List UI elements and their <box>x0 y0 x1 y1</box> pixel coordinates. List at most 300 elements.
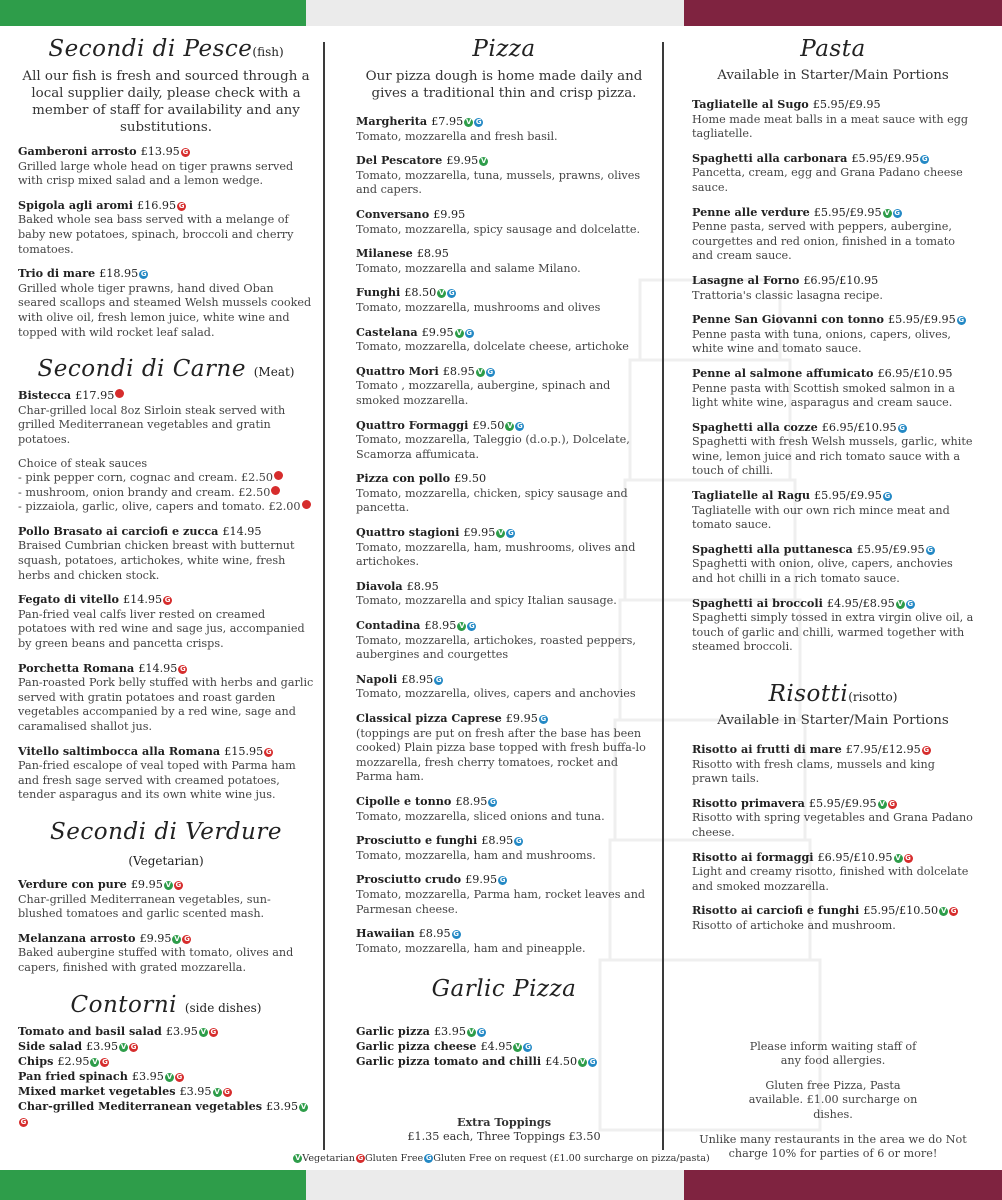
menu-item <box>356 1024 652 1039</box>
gluten-free-request-icon: G <box>540 715 547 723</box>
menu-item-description: Pancetta, cream, egg and Grana Padano cheese sauce. <box>692 166 963 194</box>
menu-item-price: £9.95 <box>465 873 498 887</box>
menu-item-name: Lasagne al Forno <box>692 272 800 287</box>
menu-item-price: £5.95/£9.95 <box>887 313 956 327</box>
menu-item-description: Tomato, mozzarella, artichokes, roasted peppers, aubergines and courgettes <box>356 633 636 662</box>
menu-item-description: Tomato, mozzarella, spicy sausage and dolcelatte. <box>356 222 641 236</box>
menu-item-name: Conversano <box>356 206 430 221</box>
menu-item-description: Spaghetti with onion, olive, capers, anchovies and hot chilli in a rich tomato sauce. <box>692 557 953 586</box>
menu-item-name: Diavola <box>356 578 403 593</box>
menu-item-price: £4.95/£8.95 <box>826 596 895 610</box>
menu-item-description: Tomato, mozzarella, dolcelate cheese, artichoke <box>356 340 629 354</box>
pesce-list <box>18 144 314 340</box>
flag-green <box>0 1170 306 1200</box>
menu-item-description: Tomato, mozzarella, olives, capers and anchovies <box>356 687 636 701</box>
vegetarian-icon: V <box>300 1102 307 1111</box>
vegetarian-icon: V <box>174 934 180 943</box>
menu-item-price: £6.95/£10.95 <box>817 850 893 864</box>
gluten-note: Gluten free Pizza, Pasta available. £1.00 surcharge on dishes. <box>748 1078 918 1121</box>
menu-item <box>356 926 652 956</box>
gluten-free-icon: G <box>130 1042 137 1051</box>
garlic-list <box>356 1024 652 1069</box>
menu-item-description: Baked aubergine stuffed with tomato, olives and capers, finished with grated mozzarella. <box>18 946 294 974</box>
menu-item-name: Del Pescatore <box>356 153 443 168</box>
menu-item-description: Tomato, mozzarella, ham and mushrooms. <box>356 848 596 862</box>
menu-item-name: Castelana <box>356 324 418 339</box>
menu-item-description: Tomato, mozzarella, ham and pineapple. <box>356 941 586 955</box>
menu-item-name: Melanzana arrosto <box>18 930 136 945</box>
gluten-free-request-icon: G <box>515 837 522 846</box>
vegetarian-icon: V <box>477 367 483 376</box>
section-title-risotti: Risotti(risotto) <box>768 681 898 707</box>
gluten-free-request-icon: G <box>487 367 494 376</box>
gluten-free-icon: G <box>357 1154 364 1162</box>
risotti-list <box>692 742 974 934</box>
vegetarian-icon: V <box>515 1043 521 1052</box>
gluten-free-icon: G <box>210 1027 217 1036</box>
menu-item-name: Spaghetti alla puttanesca <box>692 541 853 556</box>
menu-item-price: £2.95 <box>57 1054 90 1068</box>
menu-item-price: £5.95/£9.95 <box>851 151 920 165</box>
menu-item-name: Spaghetti alla cozze <box>692 419 818 434</box>
menu-item-price: £8.95 <box>442 364 475 378</box>
service-charge-note: Unlike many restaurants in the area we do Not charge 10% for parties of 6 or more! <box>699 1132 967 1161</box>
gluten-free-request-icon: G <box>140 270 147 279</box>
pesce-intro: All our fish is fresh and sourced through a local supplier daily, please check with a member of staff for availability and any substitutions. <box>22 69 310 135</box>
menu-item <box>692 488 974 533</box>
menu-item <box>692 312 974 357</box>
menu-item-name: Hawaiian <box>356 926 415 941</box>
menu-item-description: Tagliatelle with our own rich mince meat and tomato sauce. <box>692 503 950 532</box>
menu-item <box>356 1054 652 1069</box>
menu-item <box>18 661 314 735</box>
menu-item-name: Quattro Formaggi <box>356 417 469 432</box>
gluten-free-request-icon: G <box>475 118 482 126</box>
menu-item-name: Napoli <box>356 671 398 686</box>
menu-item-name: Spaghetti alla carbonara <box>692 150 848 165</box>
menu-item-name: Tagliatelle al Ragu <box>692 488 811 503</box>
menu-item-price: £8.95 <box>481 834 514 848</box>
gluten-free-icon: G <box>224 1087 230 1096</box>
menu-item <box>356 153 652 198</box>
section-title-pizza: Pizza <box>472 36 536 62</box>
flag-green <box>0 0 306 26</box>
column-divider-left <box>323 42 325 1150</box>
gluten-free-request-icon: G <box>499 876 506 885</box>
menu-item-description: Baked whole sea bass served with a melange of baby new potatoes, spinach, broccoli and cherry tomatoes. <box>18 213 294 256</box>
menu-item <box>692 903 974 933</box>
menu-item-description: Tomato, mozzarella, ham, mushrooms, olives and artichokes. <box>356 540 636 569</box>
vegetarian-icon: V <box>459 622 465 631</box>
menu-item-price: £5.95/£9.95 <box>856 542 925 556</box>
menu-item <box>692 542 974 587</box>
menu-item-price: £9.95 <box>130 877 163 891</box>
info-notes <box>692 1040 974 1123</box>
menu-item-price: £5.95/£9.95 <box>814 489 882 503</box>
vegetarian-icon: V <box>200 1027 207 1036</box>
gluten-free-request-icon: G <box>478 1028 485 1037</box>
menu-item-price: £4.95 <box>480 1040 513 1054</box>
menu-item <box>18 1024 314 1039</box>
menu-item <box>18 198 314 257</box>
gluten-free-icon: G <box>175 880 182 889</box>
menu-item-name: Tagliatelle al Sugo <box>692 97 809 111</box>
menu-item-name: Milanese <box>356 246 413 261</box>
menu-item-description: Home made meat balls in a meat sauce with egg tagliatelle. <box>692 112 969 141</box>
menu-item-description: Trattoria's classic lasagna recipe. <box>692 288 883 302</box>
gluten-free-icon: G <box>164 596 171 605</box>
vegetarian-icon: V <box>214 1087 220 1096</box>
menu-item-name: Trio di mare <box>18 266 96 281</box>
risotti-availability: Available in Starter/Main Portions <box>717 713 949 728</box>
menu-item <box>356 471 652 516</box>
menu-item <box>356 872 652 917</box>
carne-list <box>18 524 314 803</box>
allergy-note: Please inform waiting staff of any food allergies. <box>749 1039 917 1068</box>
menu-item-name: Penne al salmone affumicato <box>692 365 874 380</box>
verdure-list <box>18 877 314 976</box>
menu-item-price: £14.95 <box>123 593 163 607</box>
menu-item-price: £14.95 <box>222 524 262 538</box>
gluten-free-request-icon: G <box>517 421 523 430</box>
steak-sauces: Choice of steak sauces - pink pepper corn, cognac and cream. £2.50 - mushroom, onion brandy and cream. £2.50 - pizzaiola, garlic, olive, capers and tomato. £2.00 <box>18 457 314 515</box>
gluten-free-request-icon: G <box>489 797 496 806</box>
menu-item-description: Risotto with fresh clams, mussels and king prawn tails. <box>692 757 935 786</box>
column-secondi <box>18 30 314 1129</box>
menu-item-description: Char-grilled Mediterranean vegetables, sun-blushed tomatoes and garlic scented mash. <box>18 892 271 921</box>
extra-toppings: Extra Toppings £1.35 each, Three Toppings £3.50 <box>407 1115 601 1143</box>
menu-item-price: £9.95 <box>463 526 496 540</box>
menu-item <box>18 266 314 340</box>
menu-item-price: £3.95 <box>131 1069 164 1083</box>
menu-item-price: £3.95 <box>165 1024 198 1038</box>
gluten-free-request-icon: G <box>884 492 891 501</box>
column-pizza <box>356 30 652 1145</box>
menu-item-price: £14.95 <box>138 661 178 675</box>
menu-item-name: Fegato di vitello <box>18 592 120 607</box>
section-title-carne: Secondi di Carne (Meat) <box>37 356 295 383</box>
menu-item-description: Tomato, mozzarella and salame Milano. <box>356 261 581 275</box>
menu-item-description: Tomato, mozzarella and fresh basil. <box>356 129 558 143</box>
pasta-availability: Available in Starter/Main Portions <box>717 68 949 83</box>
flag-band-top <box>0 0 1002 26</box>
menu-item-price: £7.95 <box>431 115 464 128</box>
gluten-free-icon: G <box>20 1117 27 1126</box>
menu-item-price: £5.95/£10.50 <box>863 904 939 918</box>
menu-item-description: Spaghetti simply tossed in extra virgin olive oil, a touch of garlic and chilli, warmed together with steamed broccoli. <box>692 611 974 654</box>
menu-item-name: Chips <box>18 1053 54 1068</box>
section-title-contorni: Contorni (side dishes) <box>70 991 262 1018</box>
menu-item-name: Pan fried spinach <box>18 1068 128 1083</box>
menu-item-description: Tomato, mozzarella, Taleggio (d.o.p.), Dolcelate, Scamorza affumicata. <box>356 433 630 461</box>
menu-item-description: Pan-fried veal calfs liver rested on creamed potatoes with red wine and sage jus, accompanied by green beans and pancetta crisps. <box>18 607 305 651</box>
menu-item-name: Gamberoni arrosto <box>18 144 137 158</box>
menu-item-name: Pizza con pollo <box>356 471 451 486</box>
menu-item-price: £6.95/£10.95 <box>877 366 953 380</box>
menu-item <box>18 1099 314 1129</box>
menu-item-description: Penne pasta with Scottish smoked salmon in a light white wine, asparagus and cream sauce. <box>692 381 955 410</box>
menu-item-description: Tomato, mozzarella and spicy Italian sausage. <box>356 594 617 608</box>
menu-item-name: Pollo Brasato ai carciofi e zucca <box>18 523 219 538</box>
menu-item <box>692 850 974 895</box>
menu-item <box>692 273 974 303</box>
menu-item-description: Tomato, mozzarella, sliced onions and tuna. <box>356 809 605 823</box>
contorni-list <box>18 1024 314 1129</box>
gluten-free-request-icon: G <box>907 599 914 608</box>
menu-item-name: Quattro stagioni <box>356 525 460 540</box>
vegetarian-icon: V <box>120 1042 127 1051</box>
gluten-free-icon: G <box>180 664 186 673</box>
menu-item <box>356 285 652 315</box>
menu-item <box>692 366 974 411</box>
menu-item-description: Braised Cumbrian chicken breast with butternut squash, potatoes, artichokes, white wine, fresh herbs and chicken stock. <box>18 539 295 582</box>
menu-item <box>356 1039 652 1054</box>
dietary-legend: V Vegetarian G Gluten Free G Gluten Free on request (£1.00 surcharge on pizza/pasta) <box>295 1153 710 1164</box>
menu-item-name: Vitello saltimbocca alla Romana <box>18 743 221 758</box>
vegetarian-icon: V <box>439 289 445 298</box>
menu-item-price: £9.95 <box>421 325 454 339</box>
menu-item <box>692 420 974 479</box>
menu-item <box>356 794 652 824</box>
menu-item <box>356 579 652 609</box>
gluten-free-icon: G <box>889 799 896 808</box>
gluten-free-request-icon: G <box>921 154 928 163</box>
vegetarian-icon: V <box>295 1154 301 1162</box>
menu-item-name: Porchetta Romana <box>18 660 135 675</box>
menu-item <box>692 97 974 142</box>
menu-item-description: Light and creamy risotto, finished with dolcelate and smoked mozzarella. <box>692 865 969 893</box>
menu-item-description: Penne pasta with tuna, onions, capers, olives, white wine and tomato sauce. <box>692 327 951 356</box>
menu-item-description: Tomato, mozzarella, mushrooms and olives <box>356 300 601 314</box>
vegetarian-icon: V <box>579 1058 586 1067</box>
menu-item <box>18 744 314 803</box>
menu-item <box>356 114 652 144</box>
menu-item-price: £16.95 <box>137 198 177 212</box>
menu-item <box>18 144 314 189</box>
menu-item-name: Side salad <box>18 1038 83 1053</box>
menu-item-price: £3.95 <box>86 1039 119 1053</box>
menu-item-name: Char-grilled Mediterranean vegetables <box>18 1098 263 1113</box>
gluten-free-request-icon: G <box>425 1154 432 1162</box>
menu-item-description: Spaghetti with fresh Welsh mussels, garlic, white wine, lemon juice and rich tomato sauce with a touch of chilli. <box>692 435 973 478</box>
menu-item-name: Tomato and basil salad <box>18 1023 162 1038</box>
flag-white <box>306 0 684 26</box>
menu-item <box>356 418 652 463</box>
menu-item-name: Prosciutto e funghi <box>356 833 478 848</box>
menu-item-description: Pan-fried escalope of veal toped with Parma ham and fresh sage served with creamed potatoes, tender asparagus and its own white wine jus. <box>18 759 296 802</box>
menu-item-price: £13.95 <box>140 145 180 158</box>
gluten-free-icon: G <box>102 1057 108 1066</box>
vegetarian-icon: V <box>481 157 487 166</box>
menu-item <box>356 711 652 785</box>
menu-item-price: £8.95 <box>424 619 457 633</box>
menu-item-name: Penne San Giovanni con tonno <box>692 312 884 327</box>
pizza-list <box>356 114 652 956</box>
section-title-verdure: Secondi di Verdure (Vegetarian) <box>50 818 282 868</box>
menu-item-description: Risotto with spring vegetables and Grana Padano cheese. <box>692 811 973 839</box>
menu-item-price: £5.95/£9.95 <box>813 205 882 219</box>
gluten-free-request-icon: G <box>435 675 442 684</box>
vegetarian-icon: V <box>92 1057 98 1066</box>
menu-item <box>18 1069 314 1084</box>
menu-item <box>356 325 652 355</box>
menu-item-name: Garlic pizza <box>356 1024 430 1039</box>
menu-item <box>356 364 652 409</box>
vegetarian-icon: V <box>940 907 947 916</box>
gluten-free-request-icon: G <box>448 289 455 298</box>
menu-item-name: Funghi <box>356 285 401 300</box>
menu-item-price: £8.50 <box>404 286 437 300</box>
gluten-free-icon: G <box>265 747 272 756</box>
pasta-list <box>692 97 974 655</box>
menu-item-price: £9.95 <box>433 207 466 221</box>
menu-item <box>356 833 652 863</box>
menu-item-price: £5.95/£9.95 <box>812 98 881 111</box>
vegetarian-icon: V <box>884 208 890 217</box>
menu-item-price: £15.95 <box>224 744 264 758</box>
gluten-free-request-icon: G <box>927 545 933 554</box>
menu-item-price: £8.95 <box>401 672 434 686</box>
menu-item-name: Risotto primavera <box>692 795 805 810</box>
menu-item-name: Garlic pizza cheese <box>356 1039 477 1054</box>
menu-item-name: Margherita <box>356 114 428 128</box>
menu-item-price: £3.95 <box>433 1025 466 1039</box>
menu-item <box>18 931 314 976</box>
vegetarian-icon: V <box>498 529 504 538</box>
menu-item <box>692 205 974 264</box>
menu-item-price: £9.95 <box>505 712 538 725</box>
menu-item-description: Tomato, mozzarella, Parma ham, rocket leaves and Parmesan cheese. <box>356 887 646 916</box>
menu-item-price: £9.95 <box>446 154 479 168</box>
gluten-free-icon: G <box>182 148 189 156</box>
vegetarian-icon: V <box>507 421 513 430</box>
menu-item-description: Risotto of artichoke and mushroom. <box>692 918 896 932</box>
menu-item-description: Tomato, mozzarella, chicken, spicy sausage and pancetta. <box>356 486 628 515</box>
menu-item-price: £3.95 <box>179 1084 212 1098</box>
menu-item <box>692 151 974 196</box>
vegetarian-icon: V <box>165 880 172 889</box>
gluten-free-request-icon: G <box>508 529 514 538</box>
gluten-free-request-icon: G <box>469 622 475 631</box>
menu-item-description: Grilled whole tiger prawns, hand dived Oban seared scallops and steamed Welsh mussels cooked with olive oil, fresh lemon juice, white wine and topped with wild rocket leaf salad. <box>18 281 312 339</box>
menu-item <box>356 207 652 237</box>
flag-band-bottom <box>0 1170 1002 1200</box>
gluten-free-icon: G <box>176 1072 183 1081</box>
menu-item-description: Pan-roasted Pork belly stuffed with herbs and garlic served with gratin potatoes and roast garden vegetables accompanied by a red wine, sage and caramalised shallot jus. <box>18 676 314 733</box>
vegetarian-icon: V <box>465 118 472 126</box>
menu-item-name: Risotto ai formaggi <box>692 849 814 864</box>
gluten-free-icon: G <box>950 907 957 916</box>
section-title-pesce: Secondi di Pesce(fish) <box>48 36 284 62</box>
menu-item-description: Grilled large whole head on tiger prawns served with crisp mixed salad and a lemon wedge. <box>18 159 294 188</box>
menu-item-name: Risotto ai frutti di mare <box>692 742 842 756</box>
gluten-free-request-icon: G <box>899 423 906 432</box>
menu-item-name: Prosciutto crudo <box>356 872 462 887</box>
menu-item <box>692 596 974 655</box>
vegetarian-icon: V <box>897 599 903 608</box>
gluten-free-icon: G <box>184 934 190 943</box>
menu-item <box>692 796 974 841</box>
vegetarian-icon: V <box>456 328 462 337</box>
menu-item <box>692 742 974 787</box>
menu-item-price: £8.95 <box>418 927 451 941</box>
menu-item-price: £8.95 <box>406 579 439 593</box>
menu-item <box>18 592 314 651</box>
menu-item <box>18 877 314 922</box>
gluten-free-request-icon: G <box>589 1058 596 1067</box>
gluten-free-request-icon: G <box>466 328 473 337</box>
menu-item <box>356 525 652 570</box>
menu-item-description: Tomato , mozzarella, aubergine, spinach and smoked mozzarella. <box>356 379 611 407</box>
menu-item-description: Penne pasta, served with peppers, aubergine, courgettes and red onion, finished in a tomato and cream sauce. <box>692 220 955 263</box>
menu-item <box>18 524 314 583</box>
menu-item <box>18 1039 314 1054</box>
menu-item-name: Penne alle verdure <box>692 204 810 219</box>
flag-red <box>684 0 1002 26</box>
menu-item-description: (toppings are put on fresh after the base has been cooked) Plain pizza base topped with fresh buffa-lo mozzarella, fresh cherry tomatoes, rocket and Parma ham. <box>356 726 646 784</box>
menu-item-price: £7.95/£12.95 <box>845 743 921 756</box>
menu-item-bistecca: Bistecca £17.95 Char-grilled local 8oz Sirloin steak served with grilled Mediterranean vegetables and gratin potatoes. <box>18 388 286 446</box>
menu-item-price: £9.50 <box>472 418 505 432</box>
menu-item <box>18 1084 314 1099</box>
menu-item-price: £8.95 <box>416 247 449 261</box>
section-title-garlic-pizza: Garlic Pizza <box>431 976 577 1003</box>
flag-white <box>306 1170 684 1200</box>
gluten-free-request-icon: G <box>958 316 965 325</box>
menu-item-name: Contadina <box>356 618 421 633</box>
vegetarian-icon: V <box>895 853 901 862</box>
menu-item-name: Garlic pizza tomato and chilli <box>356 1054 542 1069</box>
vegetarian-icon: V <box>468 1028 475 1037</box>
gluten-free-request-icon: G <box>525 1043 531 1052</box>
gluten-free-icon: G <box>923 746 930 754</box>
menu-item <box>18 1054 314 1069</box>
menu-item-price: £4.50 <box>545 1055 578 1069</box>
menu-item-price: £9.95 <box>139 931 172 945</box>
menu-item <box>356 618 652 663</box>
menu-item-price: £3.95 <box>266 1099 299 1113</box>
menu-item-price: £6.95/£10.95 <box>821 420 897 434</box>
menu-item-name: Spigola agli aromi <box>18 197 133 212</box>
menu-item-price: £8.95 <box>455 794 488 808</box>
menu-item-price: £18.95 <box>99 267 139 281</box>
menu-item-price: £6.95/£10.95 <box>803 273 879 287</box>
gluten-free-request-icon: G <box>453 930 459 939</box>
gluten-free-icon: G <box>905 853 911 862</box>
gluten-free-request-icon: G <box>894 208 900 217</box>
menu-item-name: Mixed market vegetables <box>18 1083 176 1098</box>
vegetarian-icon: V <box>879 799 885 808</box>
menu-item <box>356 246 652 276</box>
column-divider-right <box>662 42 664 1150</box>
menu-item-price: £9.50 <box>454 472 487 486</box>
menu-item-name: Quattro Mori <box>356 363 439 378</box>
menu-item-name: Verdure con pure <box>18 876 127 891</box>
section-title-pasta: Pasta <box>800 36 866 62</box>
menu-item-price: £5.95/£9.95 <box>808 796 877 810</box>
vegetarian-icon: V <box>166 1072 173 1081</box>
pizza-intro: Our pizza dough is home made daily and gives a traditional thin and crisp pizza. <box>365 69 643 101</box>
column-pasta <box>692 30 974 1172</box>
menu-item <box>356 672 652 702</box>
menu-item-name: Spaghetti ai broccoli <box>692 595 823 610</box>
menu-item-name: Cipolle e tonno <box>356 793 452 808</box>
menu-item-name: Classical pizza Caprese <box>356 711 502 725</box>
menu-item-name: Risotto ai carciofi e funghi <box>692 903 860 918</box>
menu-item-description: Tomato, mozzarella, tuna, mussels, prawns, olives and capers. <box>356 168 641 197</box>
flag-red <box>684 1170 1002 1200</box>
gluten-free-icon: G <box>178 201 185 210</box>
